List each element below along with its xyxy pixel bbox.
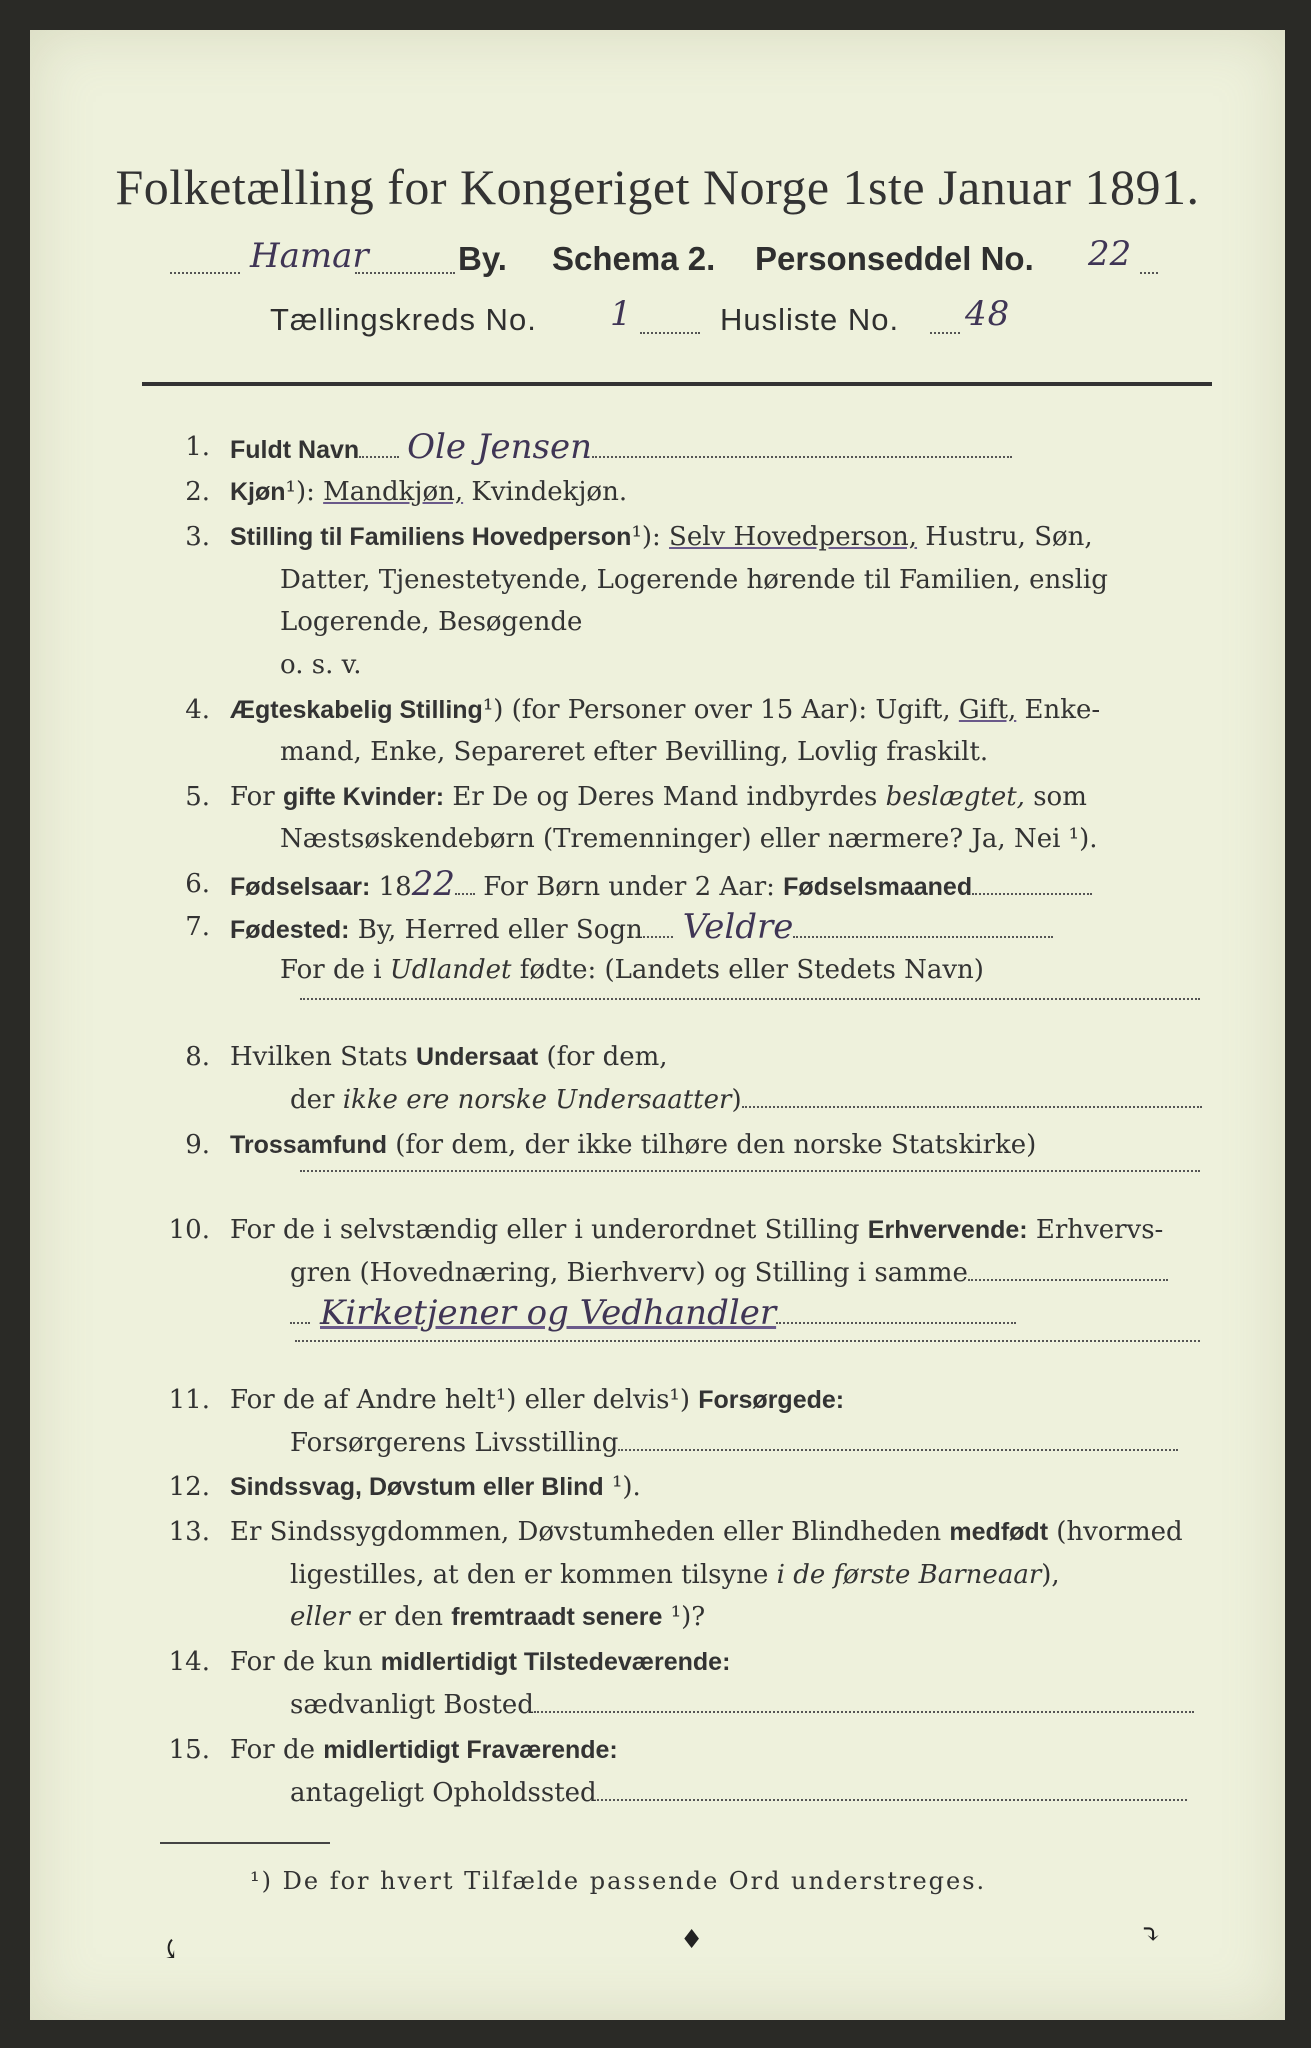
text: 18: [370, 872, 412, 902]
town-handwritten: Hamar: [250, 236, 369, 276]
text: For de: [230, 1735, 324, 1765]
text: er den: [349, 1602, 452, 1632]
text: fødte: (Landets eller Stedets Navn): [511, 955, 984, 985]
sex-male-underlined: Mandkjøn,: [323, 477, 464, 507]
text: ¹):: [631, 522, 670, 552]
text: sædvanligt Bosted: [290, 1690, 534, 1720]
text: o. s. v.: [280, 650, 362, 680]
dotted-leader: [742, 1096, 1202, 1108]
text: ligestilles, at den er kommen tilsyne: [290, 1560, 777, 1590]
item-number: 4.: [185, 695, 210, 725]
dotted-leader: [972, 883, 1092, 895]
field-label: Stilling til Familiens Hovedperson: [230, 523, 632, 551]
text: mand, Enke, Separeret efter Bevilling, Lovlig fraskilt.: [280, 737, 989, 767]
item-text: [230, 690, 1210, 730]
header-line: [140, 234, 1220, 290]
text: der: [290, 1085, 343, 1115]
pen-mark-icon: ⤹: [160, 1935, 182, 1965]
field-label: Erhvervende:: [867, 1216, 1028, 1244]
text: Kvindekjøn.: [463, 477, 628, 507]
text: For de kun: [230, 1647, 381, 1677]
item-text: [230, 1210, 1210, 1250]
item-number: 12.: [168, 1472, 210, 1502]
item-text: [230, 907, 1210, 950]
text: ¹):: [285, 477, 324, 507]
text: ): [731, 1085, 742, 1115]
field-label: Kjøn: [230, 478, 286, 506]
by-label: By.: [458, 240, 507, 277]
field-label: Undersaat: [415, 1043, 539, 1071]
field-label: midlertidigt Fraværende:: [323, 1736, 618, 1764]
birth-year-handwritten: 22: [411, 864, 455, 904]
item-text: [230, 517, 1210, 557]
text: (for dem, der ikke tilhøre den norske Statskirke): [386, 1130, 1037, 1160]
header-rule: [142, 382, 1212, 386]
dotted-leader: [618, 1439, 1178, 1451]
dotted-leader: [643, 926, 673, 938]
item-number: 2.: [185, 477, 210, 507]
item-text: [230, 864, 1210, 907]
dotted-leader: [968, 1269, 1168, 1281]
form-title: Folketælling for Kongeriget Norge 1ste Januar 1891.: [115, 159, 1200, 215]
kreds-line: [270, 294, 1170, 352]
item-number: 1.: [185, 432, 210, 462]
text: Enke-: [1016, 695, 1101, 725]
pen-mark-icon: ♦: [680, 1925, 704, 1955]
dotted-leader: [534, 1701, 1194, 1713]
text: Hvilken Stats: [230, 1042, 416, 1072]
item-number: 6.: [185, 869, 210, 899]
dotted-leader: [290, 1312, 310, 1324]
personseddel-number: 22: [1088, 234, 1132, 274]
dotted-leader: [930, 322, 960, 334]
text: (for dem,: [538, 1042, 668, 1072]
dotted-leader: [1140, 262, 1158, 274]
text: gren (Hovednæring, Bierhverv) og Stilling i samme: [290, 1258, 968, 1288]
item-number: 15.: [168, 1735, 210, 1765]
item-number: 11.: [168, 1385, 210, 1415]
field-label: midlertidigt Tilstedeværende:: [380, 1648, 731, 1676]
item-text: [230, 1125, 1210, 1165]
husliste-label: Husliste No.: [720, 302, 900, 337]
text: By, Herred eller Sogn: [349, 915, 643, 945]
item-text: [290, 1773, 1210, 1813]
field-label: Ægteskabelig Stilling: [230, 696, 483, 724]
item-text: [230, 1730, 1210, 1770]
dotted-leader: [592, 446, 1012, 458]
field-label: Forsørgede:: [698, 1386, 845, 1414]
dotted-leader: [355, 262, 455, 274]
text: Forsørgerens Livsstilling: [290, 1428, 619, 1458]
text: Erhvervs-: [1027, 1215, 1164, 1245]
schema-label: Schema 2.: [552, 240, 716, 277]
field-label: Trossamfund: [230, 1131, 387, 1159]
item-text: [290, 1555, 1210, 1595]
field-label: Sindssvag, Døvstum eller Blind: [230, 1473, 604, 1501]
text: ¹).: [603, 1472, 641, 1502]
census-form: [30, 30, 1285, 2020]
item-text: [290, 1423, 1210, 1463]
item-text: [230, 1642, 1210, 1682]
item-text: [280, 950, 1210, 990]
field-label: medfødt: [949, 1518, 1049, 1546]
item-text: [230, 1037, 1210, 1077]
occupation-handwritten: Kirketjener og Vedhandler: [320, 1293, 777, 1333]
text: Er Sindssygdommen, Døvstumheden eller Blindheden: [230, 1517, 950, 1547]
text: som: [1024, 782, 1087, 812]
item-text: [290, 1080, 1210, 1120]
field-label: Fødselsaar:: [230, 873, 371, 901]
dotted-leader: [640, 322, 700, 334]
field-label: Fødselsmaaned: [783, 873, 973, 901]
item-text: [230, 777, 1210, 817]
birthplace-handwritten: Veldre: [682, 907, 794, 947]
text: Hustru, Søn,: [917, 522, 1093, 552]
item-number: 14.: [168, 1647, 210, 1677]
text: For: [230, 782, 283, 812]
item-number: 7.: [185, 912, 210, 942]
text: Er De og Deres Mand indbyrdes: [444, 782, 886, 812]
text: i de første Barneaar: [776, 1560, 1042, 1590]
dotted-leader: [359, 446, 399, 458]
text: ikke ere norske Undersaatter: [342, 1085, 732, 1115]
dotted-leader: [455, 883, 475, 895]
dotted-leader: [300, 988, 1200, 1000]
field-label: Fuldt Navn: [230, 436, 360, 464]
item-number: 10.: [168, 1215, 210, 1245]
item-text: [230, 1512, 1210, 1552]
text: (hvormed: [1048, 1517, 1183, 1547]
item-text: [290, 1597, 1210, 1637]
husliste-number: 48: [965, 294, 1011, 334]
dotted-leader: [300, 1160, 1200, 1172]
text: Logerende, Besøgende: [280, 607, 583, 637]
text: For Børn under 2 Aar:: [474, 872, 784, 902]
gift-underlined: Gift,: [958, 695, 1017, 725]
kreds-number: 1: [610, 294, 633, 334]
dotted-leader: [776, 1312, 1016, 1324]
text: antageligt Opholdssted: [290, 1778, 597, 1808]
footnote: ¹) De for hvert Tilfælde passende Ord understreges.: [250, 1867, 987, 1895]
dotted-leader: [295, 1330, 1200, 1342]
text: Næstsøskendebørn (Tremenninger) eller nærmere? Ja, Nei ¹).: [280, 824, 1098, 854]
item-number: 5.: [185, 782, 210, 812]
text: ),: [1041, 1560, 1060, 1590]
text: For de i selvstændig eller i underordnet Stilling: [230, 1215, 868, 1245]
selv-hovedperson-underlined: Selv Hovedperson,: [669, 522, 918, 552]
item-text: [230, 427, 1210, 470]
field-label: fremtraadt senere: [451, 1603, 663, 1631]
full-name-handwritten: Ole Jensen: [407, 427, 592, 467]
footnote-rule: [160, 1842, 330, 1844]
item-text: [230, 472, 1210, 512]
text: For de i: [280, 955, 390, 985]
dotted-leader: [793, 926, 1053, 938]
personseddel-label: Personseddel No.: [755, 240, 1034, 277]
dotted-leader: [597, 1789, 1187, 1801]
text: Datter, Tjenestetyende, Logerende hørende til Familien, enslig: [280, 565, 1108, 595]
item-number: 9.: [185, 1130, 210, 1160]
text: Udlandet: [389, 955, 512, 985]
item-text: [230, 1380, 1210, 1420]
item-number: 3.: [185, 522, 210, 552]
text: beslægtet,: [885, 782, 1025, 812]
dotted-leader: [170, 262, 240, 274]
item-number: 8.: [185, 1042, 210, 1072]
field-label: gifte Kvinder:: [282, 783, 445, 811]
text: eller: [290, 1602, 350, 1632]
item-text: [230, 1467, 1210, 1507]
item-text: [290, 1253, 1210, 1293]
kreds-label: Tællingskreds No.: [270, 302, 537, 337]
text: For de af Andre helt¹) eller delvis¹): [230, 1385, 699, 1415]
item-text: [290, 1685, 1210, 1725]
item-number: 13.: [168, 1517, 210, 1547]
text: ¹) (for Personer over 15 Aar): Ugift,: [482, 695, 959, 725]
text: ¹)?: [662, 1602, 706, 1632]
pen-mark-icon: ⤵: [1140, 1920, 1162, 1950]
field-label: Fødested:: [230, 916, 350, 944]
